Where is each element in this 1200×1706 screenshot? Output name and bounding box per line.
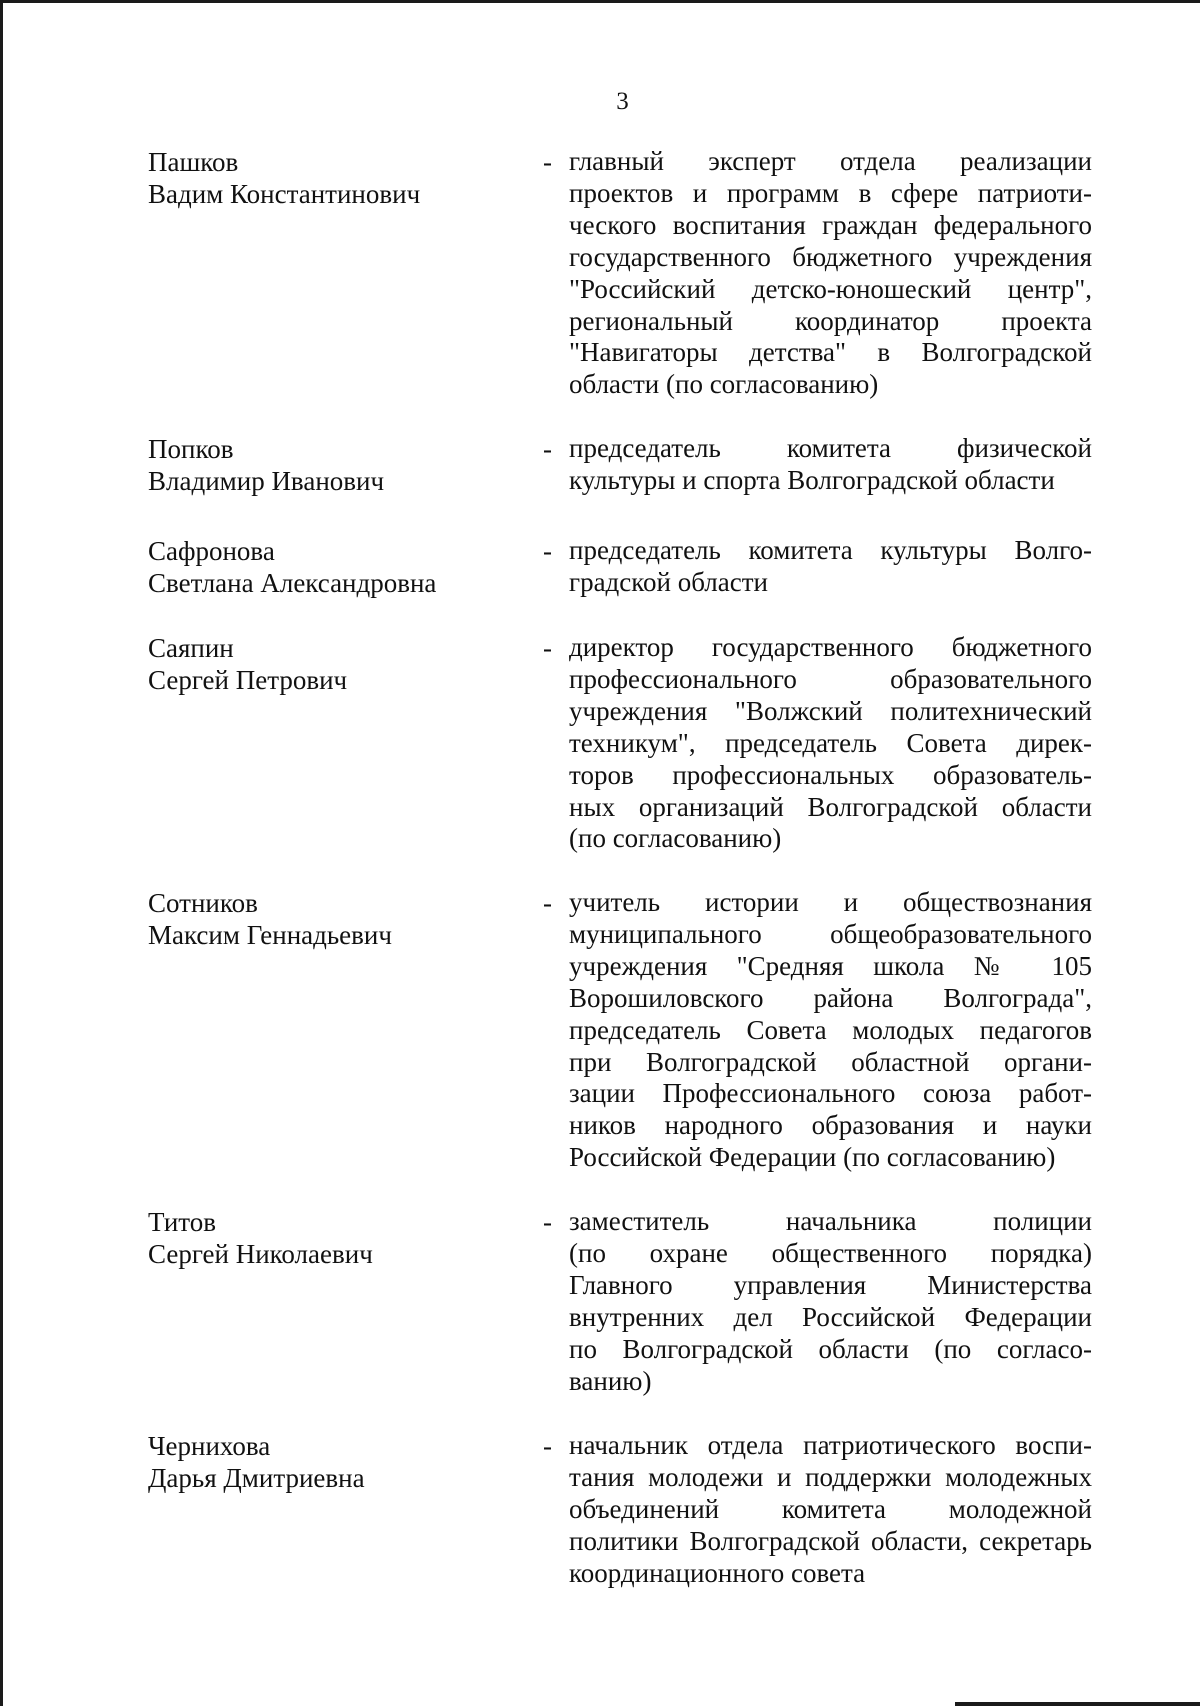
member-given-name: Сергей Николаевич bbox=[148, 1239, 373, 1269]
scan-border-left bbox=[0, 0, 3, 1706]
position-line: Ворошиловского района Волгограда", bbox=[569, 982, 1092, 1013]
member-position bbox=[569, 146, 1092, 401]
position-line: председатель Совета молодых педагогов bbox=[569, 1014, 1092, 1045]
position-line: координационного совета bbox=[569, 1557, 866, 1588]
position-line: председатель комитета физической bbox=[569, 433, 1092, 463]
position-line: "Навигаторы детства" в Волгоградской bbox=[569, 337, 1092, 368]
position-line: государственного бюджетного учреждения bbox=[569, 241, 1092, 272]
member-given-name: Владимир Иванович bbox=[148, 466, 385, 496]
member-given-name: Максим Геннадьевич bbox=[148, 920, 392, 950]
position-line: культуры и спорта Волгоградской области bbox=[569, 464, 1055, 495]
member-dash: - bbox=[543, 434, 552, 464]
position-line: ванию) bbox=[569, 1365, 652, 1396]
member-name bbox=[148, 1430, 518, 1494]
position-line: торов профессиональных образователь- bbox=[569, 759, 1092, 790]
member-dash: - bbox=[543, 1431, 552, 1461]
position-line: "Российский детско-юношеский центр", bbox=[569, 273, 1092, 304]
member-name bbox=[148, 146, 518, 210]
page-number: 3 bbox=[616, 88, 629, 115]
position-line: (по согласованию) bbox=[569, 823, 782, 854]
position-line: ных организаций Волгоградской области bbox=[569, 791, 1092, 822]
member-surname: Чернихова bbox=[148, 1431, 271, 1461]
member-position bbox=[569, 535, 1092, 599]
position-line: профессионального образовательного bbox=[569, 663, 1092, 694]
position-line: муниципального общеобразовательного bbox=[569, 918, 1092, 949]
member-name bbox=[148, 1206, 518, 1270]
position-line: ников народного образования и науки bbox=[569, 1110, 1092, 1141]
member-name bbox=[148, 433, 518, 497]
member-given-name: Сергей Петрович bbox=[148, 665, 348, 695]
member-surname: Сафронова bbox=[148, 536, 275, 566]
member-dash: - bbox=[543, 536, 552, 566]
member-position bbox=[569, 1206, 1092, 1397]
position-line: тания молодежи и поддержки молодежных bbox=[569, 1461, 1092, 1492]
position-line: объединений комитета молодежной bbox=[569, 1493, 1092, 1524]
member-surname: Саяпин bbox=[148, 633, 234, 663]
position-line: внутренних дел Российской Федерации bbox=[569, 1301, 1092, 1332]
member-given-name: Светлана Александровна bbox=[148, 568, 437, 598]
member-dash: - bbox=[543, 888, 552, 918]
position-line: председатель комитета культуры Волго- bbox=[569, 535, 1092, 565]
position-line: проектов и программ в сфере патриоти- bbox=[569, 177, 1092, 208]
position-line: директор государственного бюджетного bbox=[569, 632, 1092, 662]
position-line: техникум", председатель Совета дирек- bbox=[569, 727, 1092, 758]
position-line: по Волгоградской области (по согласо- bbox=[569, 1333, 1092, 1364]
position-line: градской области bbox=[569, 566, 768, 597]
member-position bbox=[569, 1430, 1092, 1590]
position-line: учитель истории и обществознания bbox=[569, 887, 1092, 917]
position-line: при Волгоградской областной органи- bbox=[569, 1046, 1092, 1077]
member-name bbox=[148, 632, 518, 696]
member-name bbox=[148, 887, 518, 951]
position-line: начальник отдела патриотического воспи- bbox=[569, 1430, 1092, 1460]
scan-border-top bbox=[0, 0, 1200, 3]
member-position bbox=[569, 632, 1092, 855]
position-line: региональный координатор проекта bbox=[569, 305, 1092, 336]
position-line: Главного управления Министерства bbox=[569, 1269, 1092, 1300]
member-surname: Титов bbox=[148, 1207, 216, 1237]
member-dash: - bbox=[543, 633, 552, 663]
position-line: главный эксперт отдела реализации bbox=[569, 146, 1092, 176]
scan-border-bottom bbox=[955, 1702, 1200, 1706]
member-position bbox=[569, 433, 1092, 497]
member-surname: Пашков bbox=[148, 147, 239, 177]
position-line: заместитель начальника полиции bbox=[569, 1206, 1092, 1236]
member-name bbox=[148, 535, 518, 599]
position-line: (по охране общественного порядка) bbox=[569, 1237, 1092, 1268]
position-line: зации Профессионального союза работ- bbox=[569, 1078, 1092, 1109]
member-surname: Попков bbox=[148, 434, 234, 464]
position-line: области (по согласованию) bbox=[569, 369, 879, 400]
member-surname: Сотников bbox=[148, 888, 258, 918]
member-position bbox=[569, 887, 1092, 1174]
member-given-name: Вадим Константинович bbox=[148, 179, 421, 209]
member-dash: - bbox=[543, 1207, 552, 1237]
member-given-name: Дарья Дмитриевна bbox=[148, 1463, 365, 1493]
position-line: политики Волгоградской области, секретарь bbox=[569, 1525, 1092, 1556]
position-line: учреждения "Волжский политехнический bbox=[569, 695, 1092, 726]
position-line: учреждения "Средняя школа № 105 bbox=[569, 950, 1092, 981]
position-line: ческого воспитания граждан федерального bbox=[569, 209, 1092, 240]
member-dash: - bbox=[543, 147, 552, 177]
position-line: Российской Федерации (по согласованию) bbox=[569, 1142, 1056, 1173]
